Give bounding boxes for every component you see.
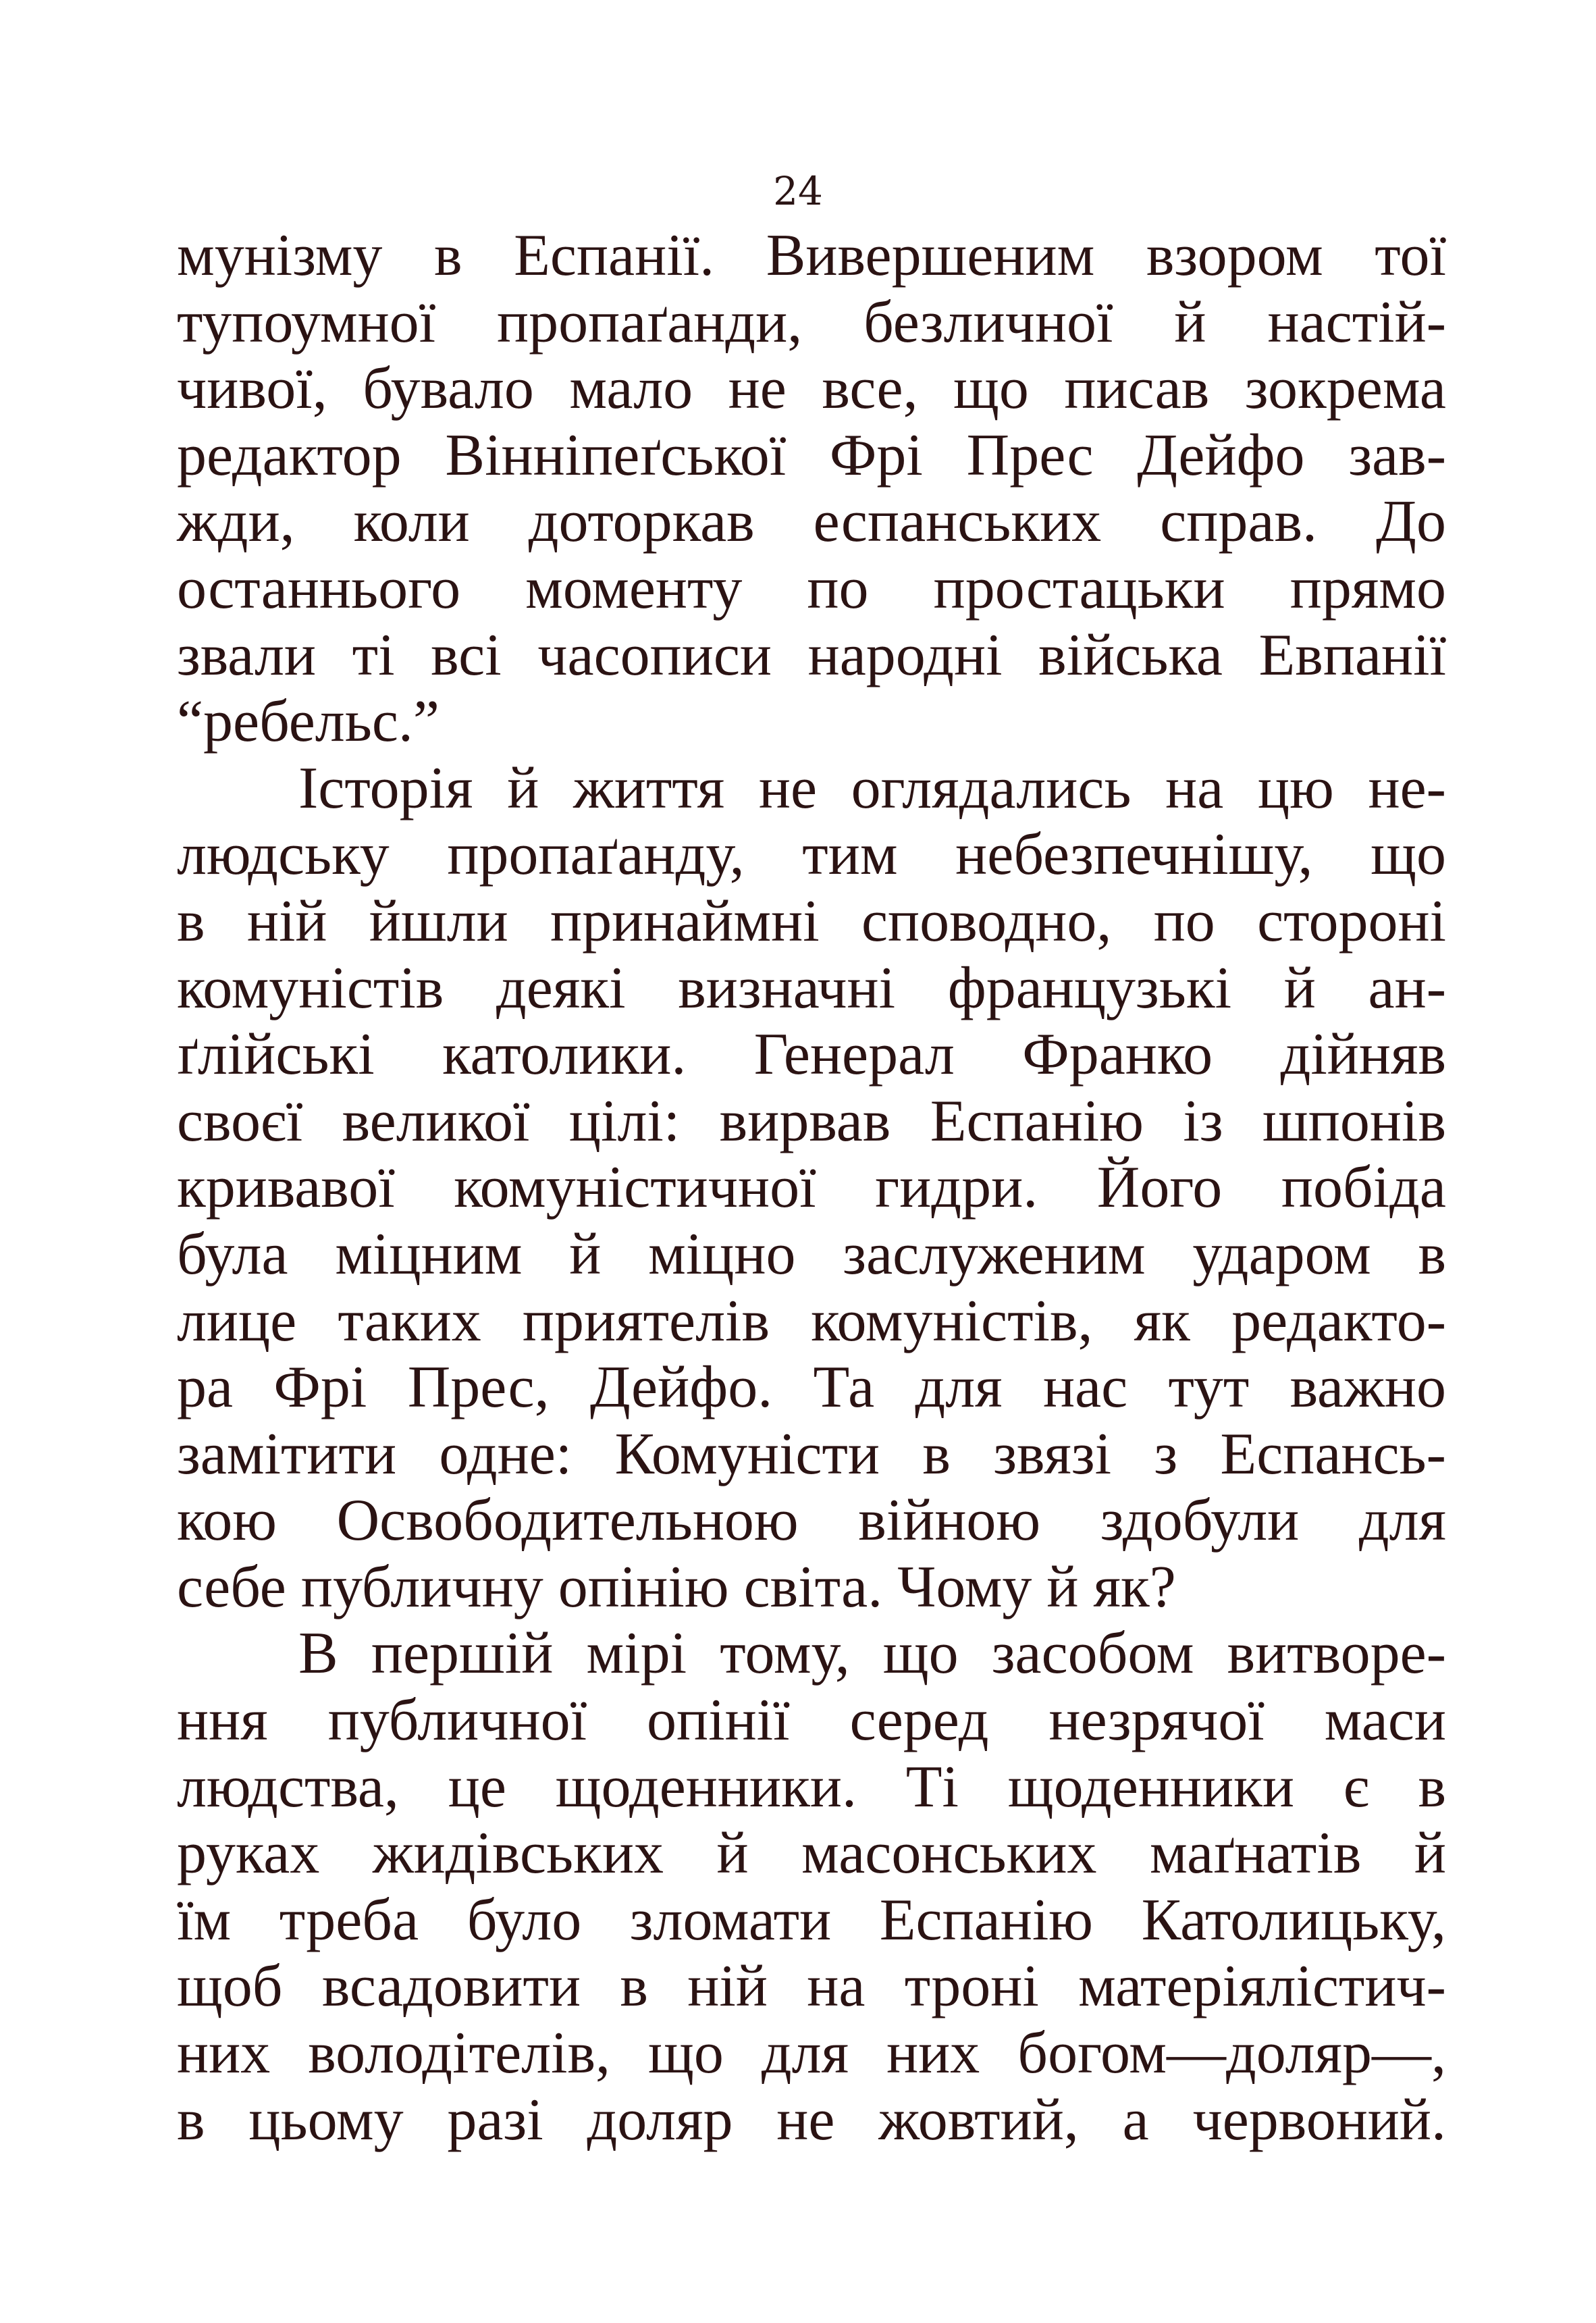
text-line: тупоумної пропаґанди, безличної й настій- bbox=[177, 289, 1446, 355]
text-line: в ній йшли принаймні споводно, по стороні bbox=[177, 888, 1446, 954]
text-line: них володітелів, що для них богом—доляр—, bbox=[177, 2020, 1446, 2087]
text-line: людську пропаґанду, тим небезпечнішу, що bbox=[177, 822, 1446, 888]
text-line: їм треба було зломати Еспанію Католицьку, bbox=[177, 1887, 1446, 1953]
text-line: була міцним й міцно заслуженим ударом в bbox=[177, 1221, 1446, 1287]
text-line: редактор Вінніпеґської Фрі Прес Дейфо зав- bbox=[177, 422, 1446, 488]
page-number: 24 bbox=[773, 168, 823, 214]
text-line: мунізму в Еспанії. Вивершеним взором тої bbox=[177, 223, 1446, 288]
text-line: ння публичної опінії серед незрячої маси bbox=[177, 1688, 1446, 1754]
text-line: В першій мірі тому, що засобом витворе- bbox=[298, 1621, 1446, 1687]
text-line: своєї великої цілі: вирвав Еспанію із шпонів bbox=[177, 1088, 1446, 1154]
text-line: в цьому разі доляр не жовтий, а червоний. bbox=[177, 2087, 1446, 2153]
text-line: чивої, бувало мало не все, що писав зокрема bbox=[177, 356, 1446, 422]
text-line: лице таких приятелів комуністів, як редакто- bbox=[177, 1288, 1446, 1354]
text-line: кривавої комуністичної гидри. Його побіда bbox=[177, 1155, 1446, 1221]
text-line: себе публичну опінію світа. Чому й як? bbox=[177, 1554, 1176, 1620]
text-line: ґлійські католики. Генерал Франко дійняв bbox=[177, 1022, 1446, 1088]
body-text bbox=[177, 223, 1446, 2154]
text-line: “ребельс.” bbox=[177, 689, 440, 755]
text-line: руках жидівських й масонських маґнатів й bbox=[177, 1821, 1446, 1887]
text-line: людства, це щоденники. Ті щоденники є в bbox=[177, 1754, 1446, 1820]
text-line: Історія й життя не оглядались на цю не- bbox=[298, 755, 1446, 821]
text-line: щоб всадовити в ній на троні матеріялістич- bbox=[177, 1954, 1446, 2020]
text-line: комуністів деякі визначні французькі й ан- bbox=[177, 955, 1446, 1021]
text-line: жди, коли доторкав еспанських справ. До bbox=[177, 489, 1446, 555]
text-line: останнього моменту по простацьки прямо bbox=[177, 555, 1446, 621]
text-line: звали ті всі часописи народні війська Евпанії bbox=[177, 622, 1446, 688]
text-line: кою Освободительною війною здобули для bbox=[177, 1488, 1446, 1554]
text-line: ра Фрі Прес, Дейфо. Та для нас тут важно bbox=[177, 1355, 1446, 1421]
text-line: замітити одне: Комуністи в звязі з Еспансь- bbox=[177, 1421, 1446, 1487]
